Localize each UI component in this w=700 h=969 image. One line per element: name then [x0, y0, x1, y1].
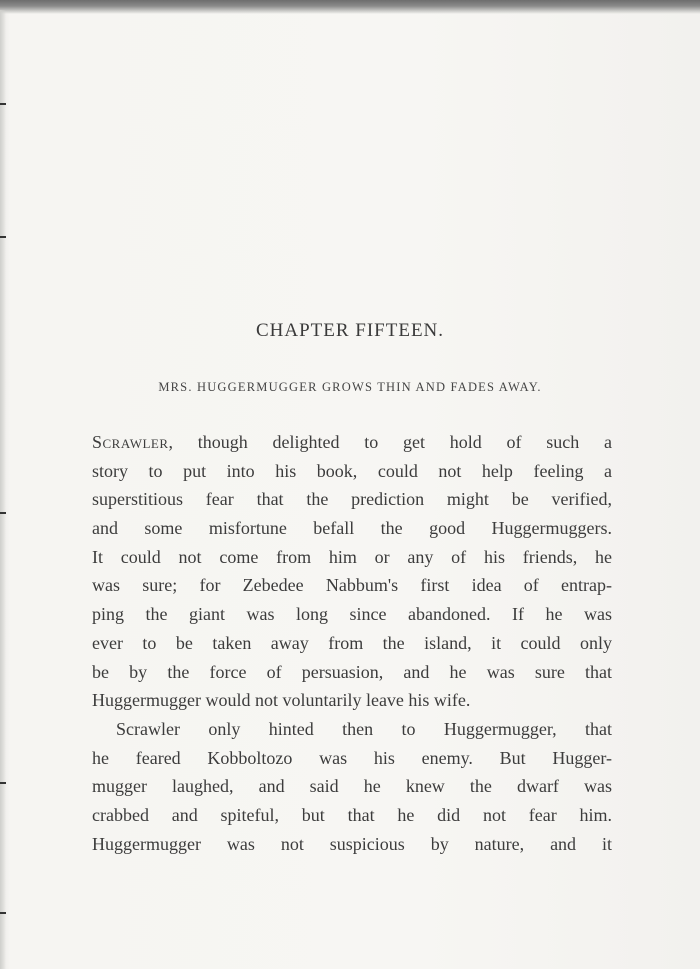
page-left-edge [0, 10, 6, 969]
body-text [92, 428, 612, 858]
text-line: ping the giant was long since abandoned. If he was [92, 604, 612, 625]
text-line: It could not come from him or any of his friends, he [92, 546, 612, 567]
text-line: Scrawler, though delighted to get hold of such a [92, 432, 612, 452]
text-line: was sure; for Zebedee Nabbum's first idea of entrap- [92, 575, 612, 596]
page-top-edge [0, 0, 700, 14]
text-line: superstitious fear that the prediction might be verified, [92, 489, 612, 510]
text-line: crabbed and spiteful, but that he did not fear him. [92, 804, 612, 825]
lead-word: Scrawler [92, 432, 169, 452]
chapter-title: CHAPTER FIFTEEN. [255, 320, 445, 341]
text-line: be by the force of persuasion, and he was sure that [92, 661, 612, 682]
text-line: ever to be taken away from the island, it could only [92, 632, 612, 653]
text-line: and some misfortune befall the good Huggermuggers. [92, 518, 612, 539]
text-line: Scrawler only hinted then to Huggermugger, that [116, 718, 612, 739]
text-line: Huggermugger was not suspicious by nature, and it [92, 833, 612, 854]
chapter-subtitle: MRS. HUGGERMUGGER GROWS THIN AND FADES AWAY. [158, 380, 542, 394]
text-line: Huggermugger would not voluntarily leave his wife. [92, 690, 471, 711]
binding-mark [0, 782, 6, 784]
binding-mark [0, 103, 6, 105]
text-line: mugger laughed, and said he knew the dwarf was [92, 776, 612, 797]
text-line: he feared Kobboltozo was his enemy. But Hugger- [92, 747, 612, 768]
binding-mark [0, 236, 6, 238]
binding-mark [0, 512, 6, 514]
text-line: story to put into his book, could not help feeling a [92, 460, 612, 481]
binding-mark [0, 912, 6, 914]
